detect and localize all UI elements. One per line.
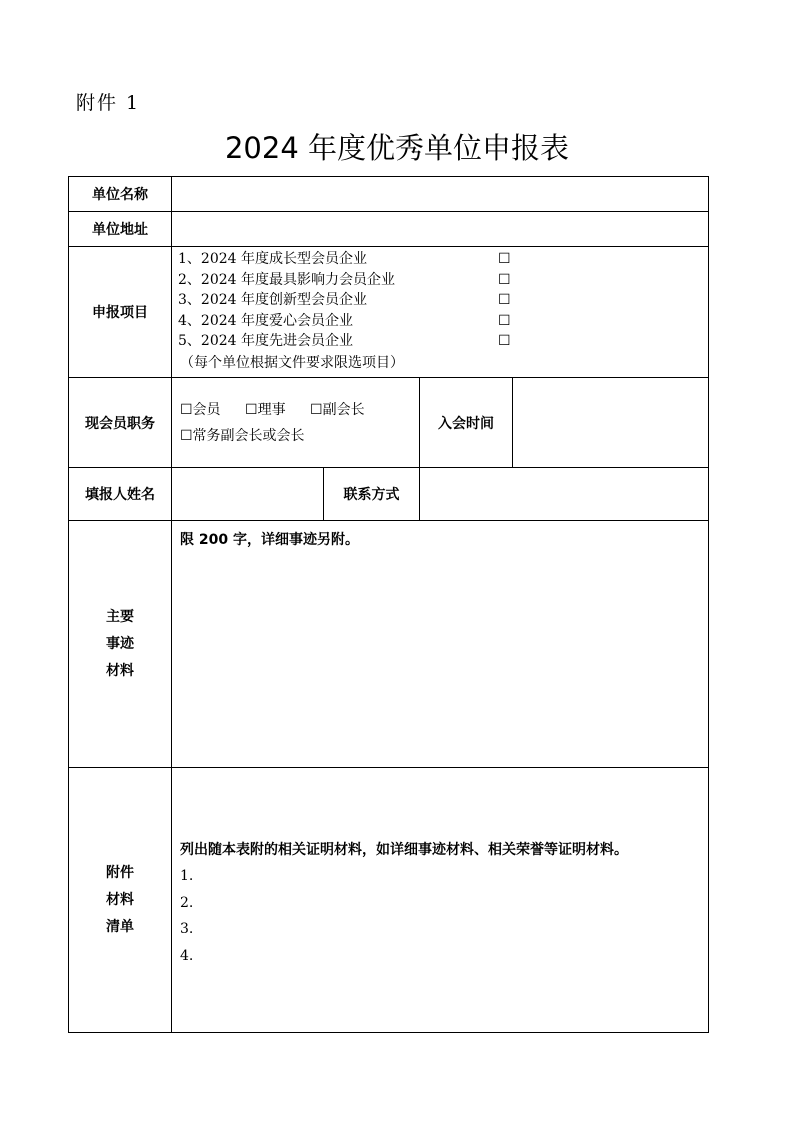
attachment-item: 2.	[180, 894, 194, 911]
checkbox-icon[interactable]: ☐	[498, 312, 511, 329]
attachment-label: 附件 1	[76, 92, 141, 114]
attachment-list-label	[69, 768, 172, 1033]
application-option-label: 3、2024 年度创新型会员企业	[178, 292, 367, 308]
application-option-label: 5、2024 年度先进会员企业	[178, 333, 353, 349]
main-deeds-hint: 限 200 字，详细事迹另附。	[180, 532, 359, 548]
application-item-row	[69, 247, 709, 378]
checkbox-icon[interactable]: ☐	[498, 292, 511, 308]
unit-address-label: 单位地址	[69, 212, 172, 247]
application-option[interactable]	[178, 290, 708, 311]
filler-name-label: 填报人姓名	[69, 468, 172, 521]
attachment-label-line: 材料	[106, 891, 134, 908]
position-options	[172, 378, 420, 468]
contact-label: 联系方式	[324, 468, 420, 521]
checkbox-icon[interactable]: ☐	[498, 333, 511, 349]
main-deeds-input[interactable]	[172, 521, 709, 768]
position-vice-president-option[interactable]: ☐副会长	[310, 401, 365, 418]
attachment-label-line: 附件	[106, 864, 134, 881]
contact-input[interactable]	[420, 468, 709, 521]
unit-address-row	[69, 212, 709, 247]
unit-address-input[interactable]	[172, 212, 709, 247]
attachment-list-input[interactable]	[172, 768, 709, 1033]
main-deeds-label	[69, 521, 172, 768]
unit-name-label: 单位名称	[69, 177, 172, 212]
attachment-label-line: 清单	[106, 918, 134, 935]
unit-name-row	[69, 177, 709, 212]
main-deeds-label-line: 主要	[106, 608, 134, 625]
application-option-label: 2、2024 年度最具影响力会员企业	[178, 271, 395, 288]
main-deeds-label-line: 事迹	[106, 635, 134, 652]
current-position-label: 现会员职务	[69, 378, 172, 468]
attachment-item: 4.	[180, 947, 194, 964]
position-row	[69, 378, 709, 468]
application-item-label: 申报项目	[69, 247, 172, 378]
application-option[interactable]	[178, 270, 708, 291]
attachment-row	[69, 768, 709, 1033]
unit-name-input[interactable]	[172, 177, 709, 212]
application-note: （每个单位根据文件要求限选项目）	[180, 354, 404, 371]
join-time-input[interactable]	[513, 378, 709, 468]
position-member-option[interactable]: ☐会员	[180, 401, 221, 418]
main-deeds-row	[69, 521, 709, 768]
application-option[interactable]	[178, 311, 708, 332]
application-option-label: 1、2024 年度成长型会员企业	[178, 251, 367, 267]
main-deeds-label-line: 材料	[106, 662, 134, 679]
application-option-label: 4、2024 年度爱心会员企业	[178, 312, 353, 329]
attachment-item: 3.	[180, 921, 194, 937]
application-option[interactable]	[178, 249, 708, 270]
application-option[interactable]	[178, 331, 708, 352]
join-time-label: 入会时间	[420, 378, 513, 468]
filler-row	[69, 468, 709, 521]
application-item-options	[172, 247, 709, 378]
application-form-table	[68, 176, 709, 1033]
attachment-item: 1.	[180, 868, 194, 884]
filler-name-input[interactable]	[172, 468, 324, 521]
attachment-hint: 列出随本表附的相关证明材料，如详细事迹材料、相关荣誉等证明材料。	[180, 842, 628, 858]
checkbox-icon[interactable]: ☐	[498, 251, 511, 267]
checkbox-icon[interactable]: ☐	[498, 271, 511, 288]
page-title: 2024 年度优秀单位申报表	[224, 131, 570, 165]
position-director-option[interactable]: ☐理事	[245, 401, 286, 418]
position-exec-vice-or-president-option[interactable]: ☐常务副会长或会长	[180, 427, 305, 444]
